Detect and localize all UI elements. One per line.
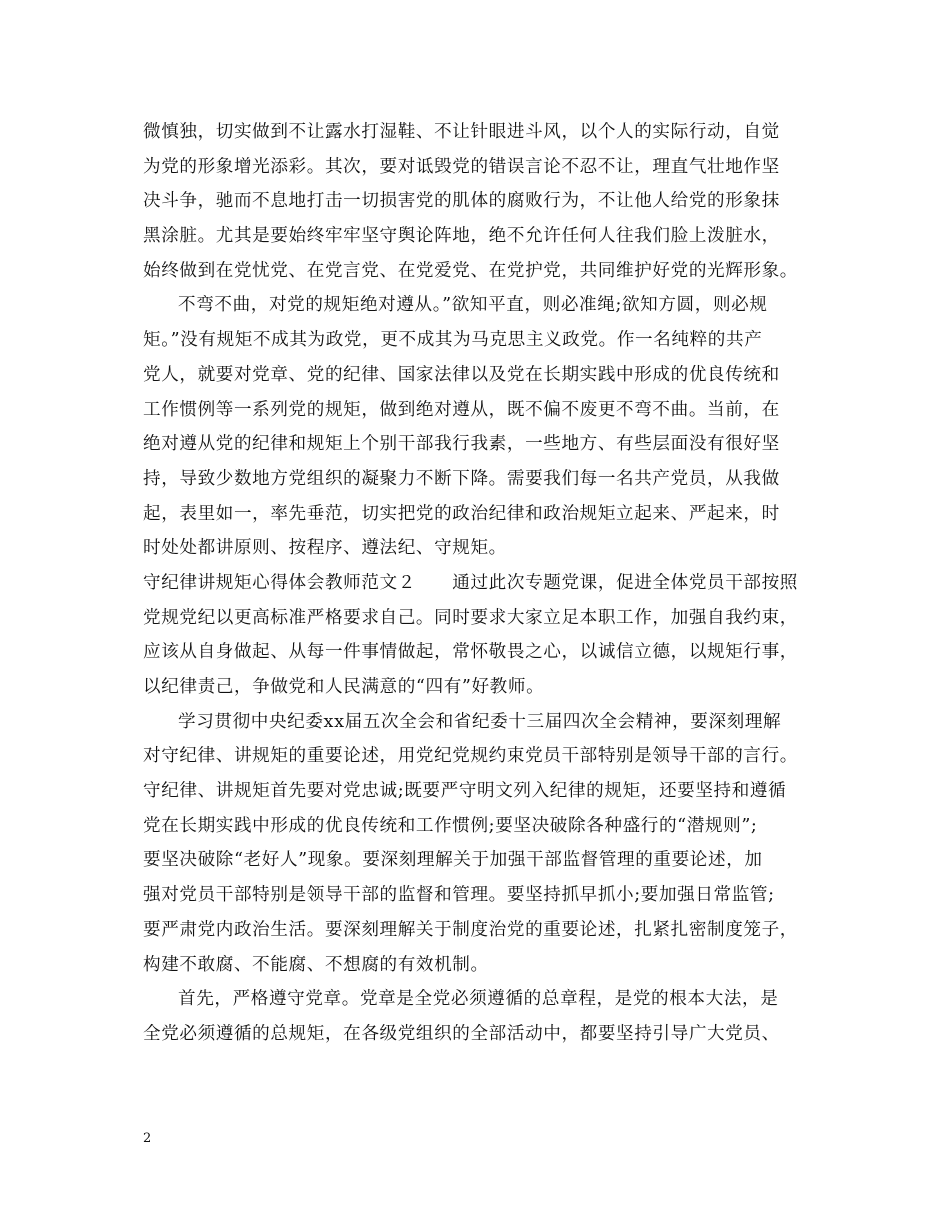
text-line: 始终做到在党忧党、在党言党、在党爱党、在党护党，共同维护好党的光辉形象。	[143, 260, 798, 281]
text-line: 持，导致少数地方党组织的凝聚力不断下降。需要我们每一名共产党员，从我做	[143, 468, 780, 489]
text-line: 党规党纪以更高标准严格要求自己。同时要求大家立足本职工作，加强自我约束，	[143, 607, 798, 628]
paragraph-start-line: 不弯不曲，对党的规矩绝对遵从。”欲知平直，则必准绳;欲知方圆，则必规	[178, 295, 768, 316]
text-line: 对守纪律、讲规矩的重要论述，用党纪党规约束党员干部特别是领导干部的言行。	[143, 746, 798, 767]
text-line: 为党的形象增光添彩。其次，要对诋毁党的错误言论不忍不让，理直气壮地作坚	[143, 156, 780, 177]
text-line: 起，表里如一，率先垂范，切实把党的政治纪律和政治规矩立起来、严起来，时	[143, 503, 780, 524]
text-line: 守纪律、讲规矩首先要对党忠诚;既要严守明文列入纪律的规矩，还要坚持和遵循	[143, 781, 787, 802]
text-line: 绝对遵从党的纪律和规矩上个别干部我行我素，一些地方、有些层面没有很好坚	[143, 434, 780, 455]
paragraph-start-line: 首先，严格遵守党章。党章是全党必须遵循的总章程，是党的根本大法，是	[178, 989, 779, 1010]
text-line: 构建不敢腐、不能腐、不想腐的有效机制。	[143, 954, 489, 975]
text-line: 工作惯例等一系列党的规矩，做到绝对遵从，既不偏不废更不弯不曲。当前，在	[143, 399, 780, 420]
page-number: 2	[143, 1131, 152, 1146]
text-line: 要坚决破除“老好人”现象。要深刻理解关于加强干部监督管理的重要论述，加	[143, 850, 763, 871]
section-heading-line: 守纪律讲规矩心得体会教师范文２ 通过此次专题党课，促进全体党员干部按照	[143, 572, 798, 593]
text-line: 党人，就要对党章、党的纪律、国家法律以及党在长期实践中形成的优良传统和	[143, 364, 780, 385]
document-body	[143, 115, 823, 1052]
text-line: 时处处都讲原则、按程序、遵法纪、守规矩。	[143, 538, 507, 559]
text-line: 决斗争，驰而不息地打击一切损害党的肌体的腐败行为，不让他人给党的形象抹	[143, 191, 780, 212]
text-line: 强对党员干部特别是领导干部的监督和管理。要坚持抓早抓小;要加强日常监管;	[143, 885, 775, 906]
paragraph-start-line: 学习贯彻中央纪委xx届五次全会和省纪委十三届四次全会精神，要深刻理解	[178, 711, 782, 732]
text-line: 全党必须遵循的总规矩，在各级党组织的全部活动中，都要坚持引导广大党员、	[143, 1023, 780, 1044]
text-line: 黑涂脏。尤其是要始终牢牢坚守舆论阵地，绝不允许任何人往我们脸上泼脏水，	[143, 226, 780, 247]
text-line: 矩。”没有规矩不成其为政党，更不成其为马克思主义政党。作一名纯粹的共产	[143, 330, 763, 351]
text-line: 要严肃党内政治生活。要深刻理解关于制度治党的重要论述，扎紧扎密制度笼子，	[143, 919, 798, 940]
text-line: 党在长期实践中形成的优良传统和工作惯例;要坚决破除各种盛行的“潜规则”;	[143, 815, 758, 836]
text-line: 应该从自身做起、从每一件事情做起，常怀敬畏之心，以诚信立德，以规矩行事，	[143, 642, 798, 663]
text-line: 微慎独，切实做到不让露水打湿鞋、不让针眼进斗风，以个人的实际行动，自觉	[143, 122, 780, 142]
text-line: 以纪律责己，争做党和人民满意的“四有”好教师。	[143, 677, 545, 697]
